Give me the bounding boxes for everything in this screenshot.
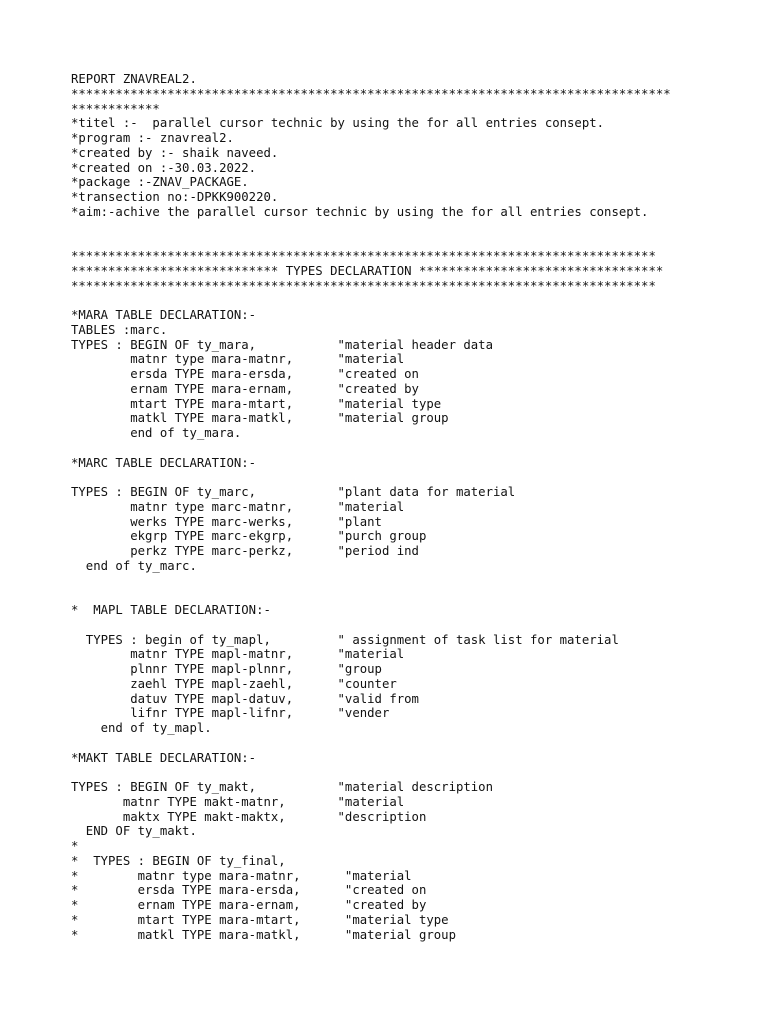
code-line-separator: *********************************************************************************	[71, 86, 671, 101]
code-line-field: matnr type mara-matnr, "material	[71, 352, 405, 367]
code-line-blank	[71, 293, 761, 308]
code-line-comment-aim: *aim:-achive the parallel cursor technic by using the for all entries consept.	[71, 204, 649, 219]
code-line-blank	[71, 765, 761, 780]
code-line-blank	[71, 736, 761, 751]
code-line-comment-date: *created on :-30.03.2022.	[71, 160, 257, 175]
code-line-blank	[71, 618, 761, 633]
code-line-field: werks TYPE marc-werks, "plant	[71, 514, 382, 529]
code-line-types-mapl: TYPES : begin of ty_mapl, " assignment of task list for material	[71, 632, 619, 647]
code-line-field: plnnr TYPE mapl-plnnr, "group	[71, 662, 382, 676]
code-line-field: lifnr TYPE mapl-lifnr, "vender	[71, 706, 390, 721]
code-line-end-mapl: end of ty_mapl.	[71, 721, 212, 735]
code-line-field: matnr type marc-matnr, "material	[71, 499, 405, 514]
code-line-field: mtart TYPE mara-mtart, "material type	[71, 396, 442, 411]
code-line-field: matnr TYPE makt-matnr, "material	[71, 794, 405, 809]
code-line-separator: *******************************************************************************	[71, 249, 656, 263]
code-line-types-makt: TYPES : BEGIN OF ty_makt, "material description	[71, 780, 493, 794]
code-line-separator: *******************************************************************************	[71, 278, 656, 293]
code-line-end-marc: end of ty_marc.	[71, 558, 197, 573]
code-line-field: maktx TYPE makt-maktx, "description	[71, 809, 427, 824]
code-line-end-mara: end of ty_mara.	[71, 426, 242, 440]
code-line-comment-field: * matkl TYPE mara-matkl, "material group	[71, 927, 456, 942]
code-line-comment-package: *package :-ZNAV_PACKAGE.	[71, 175, 249, 190]
code-line-separator: ************	[71, 101, 160, 116]
code-listing	[71, 72, 761, 942]
code-line-comment-mapl: * MAPL TABLE DECLARATION:-	[71, 603, 271, 617]
code-line-comment-author: *created by :- shaik naveed.	[71, 145, 279, 160]
code-line-comment-mara: *MARA TABLE DECLARATION:-	[71, 308, 257, 322]
code-line-comment-types-final: * TYPES : BEGIN OF ty_final,	[71, 853, 286, 868]
code-line-comment-field: * ernam TYPE mara-ernam, "created by	[71, 898, 427, 912]
code-line-field: ekgrp TYPE marc-ekgrp, "purch group	[71, 529, 427, 544]
code-line-end-makt: END OF ty_makt.	[71, 824, 197, 839]
code-line-comment-makt: *MAKT TABLE DECLARATION:-	[71, 750, 257, 765]
code-line-field: perkz TYPE marc-perkz, "period ind	[71, 544, 419, 558]
code-line-section-heading: **************************** TYPES DECLARATION *********************************	[71, 263, 664, 278]
code-line-comment: *	[71, 839, 79, 853]
code-line-field: zaehl TYPE mapl-zaehl, "counter	[71, 676, 397, 691]
code-line-comment-program: *program :- znavreal2.	[71, 131, 234, 145]
code-line-tables: TABLES :marc.	[71, 322, 168, 337]
code-line-blank	[71, 470, 761, 485]
code-line-blank	[71, 220, 761, 235]
code-line-comment-field: * ersda TYPE mara-ersda, "created on	[71, 883, 427, 898]
code-line-blank	[71, 588, 761, 603]
code-line-field: ersda TYPE mara-ersda, "created on	[71, 367, 419, 381]
code-line-comment-field: * matnr type mara-matnr, "material	[71, 868, 412, 883]
code-line-types-mara: TYPES : BEGIN OF ty_mara, "material header data	[71, 337, 493, 352]
code-line-comment-transport: *transection no:-DPKK900220.	[71, 190, 279, 204]
code-line-field: matkl TYPE mara-matkl, "material group	[71, 411, 449, 426]
code-line-field: matnr TYPE mapl-matnr, "material	[71, 647, 405, 662]
code-line-comment-title: *titel :- parallel cursor technic by using the for all entries consept.	[71, 116, 605, 131]
code-line-blank	[71, 234, 761, 249]
code-line-field: datuv TYPE mapl-datuv, "valid from	[71, 691, 419, 706]
code-line-report: REPORT ZNAVREAL2.	[71, 72, 197, 86]
code-line-comment-marc: *MARC TABLE DECLARATION:-	[71, 455, 257, 470]
code-line-field: ernam TYPE mara-ernam, "created by	[71, 381, 419, 396]
code-line-blank	[71, 441, 761, 456]
code-line-blank	[71, 574, 761, 589]
code-line-comment-field: * mtart TYPE mara-mtart, "material type	[71, 912, 449, 927]
code-line-types-marc: TYPES : BEGIN OF ty_marc, "plant data for material	[71, 485, 516, 499]
